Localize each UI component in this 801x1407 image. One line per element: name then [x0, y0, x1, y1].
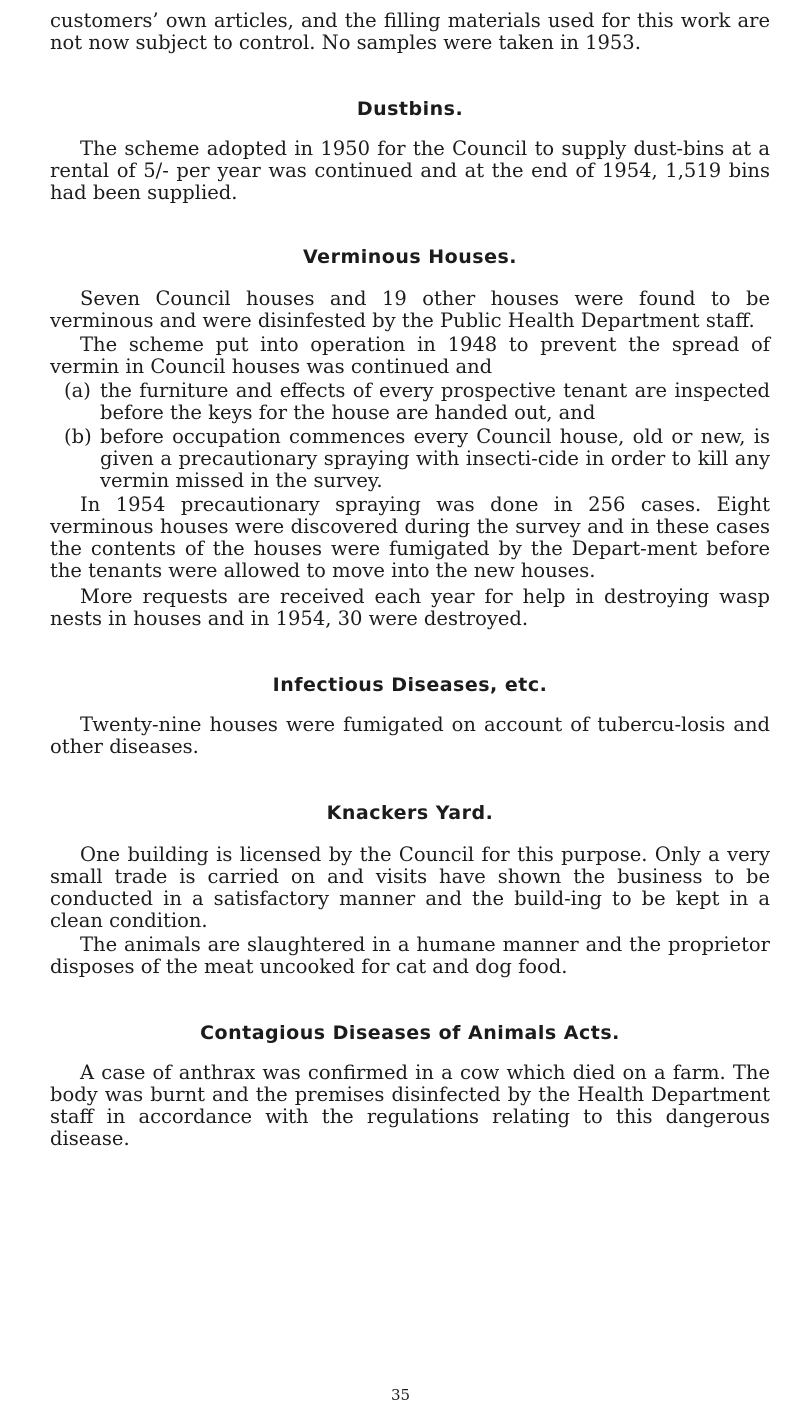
heading-knackers-yard: Knackers Yard. [326, 802, 494, 824]
verminous-paragraph-2: The scheme put into operation in 1948 to prevent the spread of vermin in Council houses was continued and [50, 333, 770, 378]
heading-verminous-houses: Verminous Houses. [303, 246, 517, 268]
intro-paragraph: customers’ own articles, and the filling materials used for this work are not now subject to control. No samples were taken in 1953. [50, 9, 770, 54]
infectious-paragraph: Twenty-nine houses were fumigated on account of tubercu-losis and other diseases. [50, 713, 770, 758]
verminous-paragraph-4: More requests are received each year for help in destroying wasp nests in houses and in 1954, 30 were destroyed. [50, 585, 770, 630]
verminous-paragraph-1: Seven Council houses and 19 other houses were found to be verminous and were disinfested by the Public Health Department staff. [50, 287, 770, 332]
verminous-paragraph-3: In 1954 precautionary spraying was done in 256 cases. Eight verminous houses were discovered during the survey and in these cases the contents of the houses were fumigated by the Depart-ment before the tenants were allowed to move into the new houses. [50, 493, 770, 582]
list-item-marker: (b) [64, 425, 92, 448]
knackers-paragraph-2: The animals are slaughtered in a humane manner and the proprietor disposes of the meat uncooked for cat and dog food. [50, 933, 770, 978]
heading-infectious-diseases: Infectious Diseases, etc. [272, 674, 548, 696]
heading-contagious-diseases: Contagious Diseases of Animals Acts. [200, 1022, 620, 1044]
contagious-paragraph: A case of anthrax was confirmed in a cow which died on a farm. The body was burnt and the premises disinfected by the Health Department staff in accordance with the regulations relating to this dangerous disease. [50, 1061, 770, 1150]
dustbins-paragraph: The scheme adopted in 1950 for the Council to supply dust-bins at a rental of 5/- per year was continued and at the end of 1954, 1,519 bins had been supplied. [50, 137, 770, 204]
knackers-paragraph-1: One building is licensed by the Council for this purpose. Only a very small trade is carried on and visits have shown the business to be conducted in a satisfactory manner and the build-ing to be kept in a clean condition. [50, 843, 770, 932]
list-item [50, 426, 770, 492]
page-number: 35 [390, 1386, 411, 1404]
heading-dustbins: Dustbins. [356, 98, 464, 120]
list-item [50, 380, 770, 424]
list-item-marker: (a) [64, 379, 91, 402]
list-item-text: the furniture and effects of every prospective tenant are inspected before the keys for the house are handed out, and [100, 379, 770, 424]
list-item-text: before occupation commences every Council house, old or new, is given a precautionary spraying with insecti-cide in order to kill any vermin missed in the survey. [100, 425, 770, 492]
document-page [50, 10, 770, 1150]
